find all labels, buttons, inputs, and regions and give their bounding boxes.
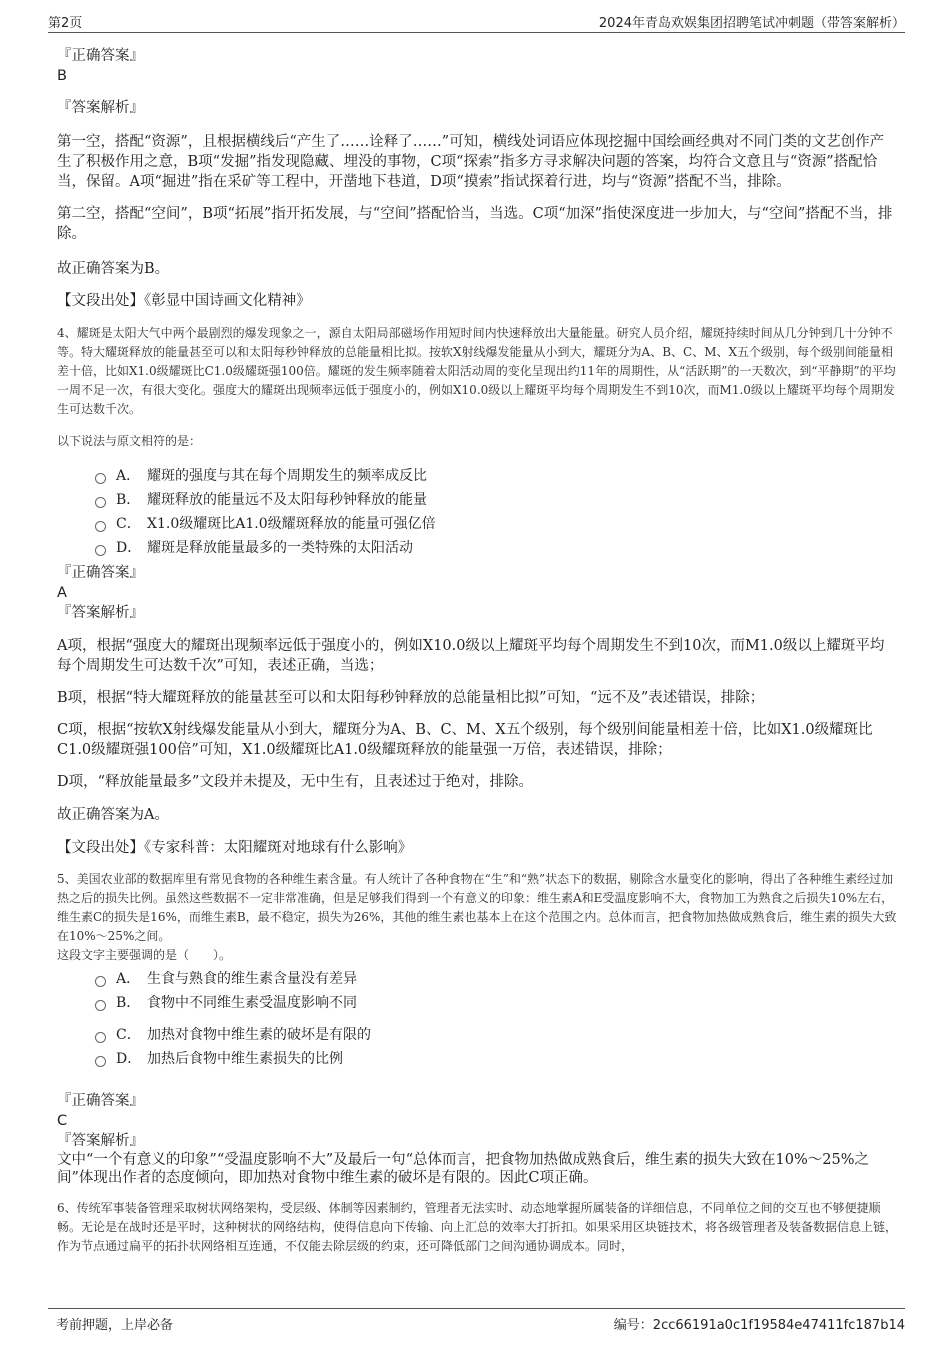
analysis-label: 『答案解析』: [57, 1133, 144, 1149]
option-letter: A．: [116, 971, 141, 987]
option-c[interactable]: [95, 512, 897, 536]
document-code: 编号：2cc66191a0c1f19584e47411fc187b14: [613, 1318, 905, 1333]
analysis-paragraph: C项，根据“按软X射线爆发能量从小到大，耀斑分为A、B、C、M、X五个级别，每个级别间能量相差十倍，比如X1.0级耀斑比C1.0级耀斑强100倍”可知，X1.0级耀斑比A1.0级耀斑释放的能量强一万倍，表述错误，排除；: [57, 722, 873, 758]
analysis-label: 『答案解析』: [57, 100, 144, 116]
option-letter: B．: [116, 995, 141, 1011]
footer-slogan: 考前押题，上岸必备: [56, 1318, 174, 1333]
analysis-paragraph: 第二空，搭配“空间”，B项“拓展”指开拓发展，与“空间”搭配恰当，当选。C项“加深”指使深度进一步加大，与“空间”搭配不当，排除。: [57, 206, 893, 242]
analysis-paragraph: 第一空，搭配“资源”，且根据横线后“产生了……诠释了……”可知，横线处词语应体现挖掘中国绘画经典对不同门类的文艺创作产生了积极作用之意，B项“发掘”指发现隐藏、埋没的事物，C项“探索”指多方寻求解决问题的答案，均符合文意且与“资源”搭配恰当，保留。A项“掘进”指在采矿等工程中，开凿地下巷道，D项“摸索”指试探着行进，均与“资源”搭配不当，排除。: [57, 134, 885, 190]
source-citation: 【文段出处】《彰显中国诗画文化精神》: [57, 293, 311, 309]
option-list: [57, 464, 897, 560]
conclusion: 故正确答案为B。: [57, 261, 170, 277]
question-stem: 5、美国农业部的数据库里有常见食物的各种维生素含量。有人统计了各种食物在“生”和“熟”状态下的数据，剔除含水量变化的影响，得出了各种维生素经过加热之后的损失比例。虽然这些数据不一定非常准确，但是足够我们得到一个有意义的印象：维生素A和E受温度影响不大，食物加工为熟食之后损失10%左右，维生素C的损失是16%，而维生素B，最不稳定，损失为26%，其他的维生素也基本上在这个范围之内。总体而言，把食物加热做成熟食后，维生素的损失大致在10%～25%之间。: [57, 872, 897, 943]
document-content: [57, 46, 897, 1256]
radio-icon[interactable]: [95, 497, 106, 508]
analysis-paragraph: B项，根据“特大耀斑释放的能量甚至可以和太阳每秒钟释放的总能量相比拟”可知，“远不及”表述错误，排除；: [57, 690, 765, 706]
analysis-paragraph: A项，根据“强度大的耀斑出现频率远低于强度小的，例如X10.0级以上耀斑平均每个周期发生不到10次，而M1.0级以上耀斑平均每个周期发生可达数千次”可知，表述正确，当选；: [57, 638, 885, 674]
option-d[interactable]: [95, 1047, 897, 1071]
page-footer: [48, 1308, 905, 1331]
option-d[interactable]: [95, 536, 897, 560]
question-stem: 4、耀斑是太阳大气中两个最剧烈的爆发现象之一，源自太阳局部磁场作用短时间内快速释放出大量能量。研究人员介绍，耀斑持续时间从几分钟到几十分钟不等。特大耀斑释放的能量甚至可以和太阳每秒钟释放的总能量相比拟。按软X射线爆发能量从小到大，耀斑分为A、B、C、M、X五个级别，每个级别间能量相差十倍，比如X1.0级耀斑比C1.0级耀斑强100倍。耀斑的发生频率随着太阳活动周的变化呈现出约11年的周期性，从“活跃期”的一天数次，到“平静期”的平均一周不足一次，有很大变化。强度大的耀斑出现频率远低于强度小的，例如X10.0级以上耀斑平均每个周期发生不到10次，而M1.0级以上耀斑平均每个周期发生可达数千次。: [57, 326, 896, 416]
answer-label: 『正确答案』: [57, 565, 144, 581]
option-letter: B．: [116, 492, 141, 508]
answer-label: 『正确答案』: [57, 1093, 144, 1109]
radio-icon[interactable]: [95, 473, 106, 484]
radio-icon[interactable]: [95, 976, 106, 987]
document-title: 2024年青岛欢娱集团招聘笔试冲刺题（带答案解析）: [598, 16, 905, 31]
radio-icon[interactable]: [95, 1000, 106, 1011]
option-letter: C．: [116, 1027, 141, 1043]
question-stem: 6、传统军事装备管理采取树状网络架构，受层级、体制等因素制约，管理者无法实时、动态地掌握所属装备的详细信息，不同单位之间的交互也不够便捷顺畅。无论是在战时还是平时，这种树状的网络结构，使得信息向下传输、向上汇总的效率大打折扣。如果采用区块链技术，将各级管理者及装备数据信息上链，作为节点通过扁平的拓扑状网络相互连通，不仅能去除层级的约束，还可降低部门之间沟通协调成本。同时，: [57, 1201, 898, 1253]
option-text: X1.0级耀斑比A1.0级耀斑释放的能量可强亿倍: [147, 516, 436, 532]
radio-icon[interactable]: [95, 545, 106, 556]
option-letter: C．: [116, 516, 141, 532]
analysis-paragraph: D项，“释放能量最多”文段并未提及，无中生有，且表述过于绝对，排除。: [57, 774, 533, 790]
option-c[interactable]: [95, 1023, 897, 1047]
analysis-paragraph: 文中“一个有意义的印象”“受温度影响不大”及最后一句“总体而言，把食物加热做成熟食后，维生素的损失大致在10%～25%之间”体现出作者的态度倾向，即加热对食物中维生素的破坏是有限的。因此C项正确。: [57, 1152, 870, 1186]
option-letter: D．: [116, 1051, 142, 1067]
answer-label: 『正确答案』: [57, 48, 144, 64]
analysis-label: 『答案解析』: [57, 605, 144, 621]
answer-value: B: [57, 68, 67, 84]
answer-value: C: [57, 1113, 68, 1129]
answer-value: A: [57, 585, 67, 601]
option-a[interactable]: [95, 464, 897, 488]
option-letter: D．: [116, 540, 142, 556]
radio-icon[interactable]: [95, 1032, 106, 1043]
question-prompt: 以下说法与原文相符的是：: [57, 434, 202, 448]
question-prompt: 这段文字主要强调的是（ ）。: [57, 948, 232, 962]
option-text: 食物中不同维生素受温度影响不同: [147, 995, 357, 1011]
page-header: [48, 10, 905, 33]
option-b[interactable]: [95, 488, 897, 512]
option-text: 耀斑的强度与其在每个周期发生的频率成反比: [147, 468, 427, 484]
source-citation: 【文段出处】《专家科普：太阳耀斑对地球有什么影响》: [57, 840, 413, 856]
option-b[interactable]: [95, 991, 897, 1015]
conclusion: 故正确答案为A。: [57, 807, 169, 823]
radio-icon[interactable]: [95, 1056, 106, 1067]
option-letter: A．: [116, 468, 141, 484]
option-text: 耀斑释放的能量远不及太阳每秒钟释放的能量: [147, 492, 427, 508]
option-text: 加热后食物中维生素损失的比例: [147, 1051, 343, 1067]
page-number: 第2页: [48, 16, 83, 31]
option-list: [57, 967, 897, 1071]
radio-icon[interactable]: [95, 521, 106, 532]
option-text: 生食与熟食的维生素含量没有差异: [147, 971, 357, 987]
option-a[interactable]: [95, 967, 897, 991]
option-text: 加热对食物中维生素的破坏是有限的: [147, 1027, 371, 1043]
option-text: 耀斑是释放能量最多的一类特殊的太阳活动: [147, 540, 413, 556]
